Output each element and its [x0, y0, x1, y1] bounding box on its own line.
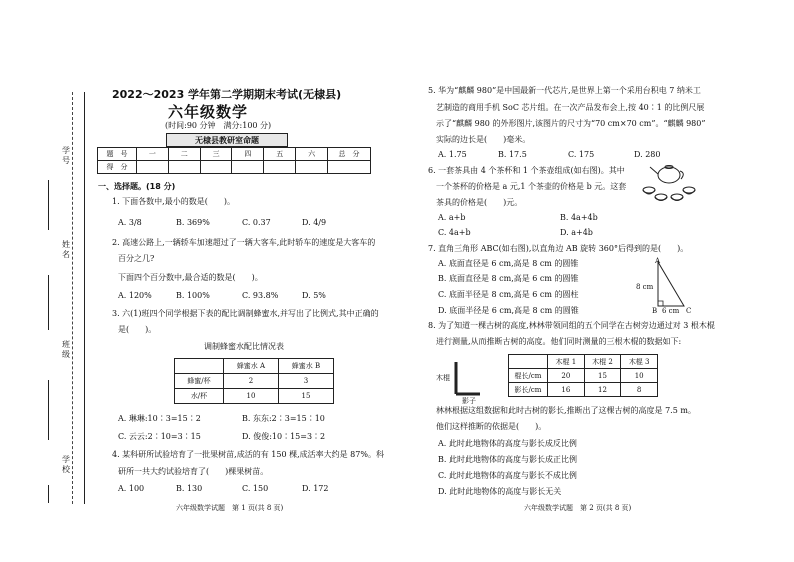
score-table [97, 147, 371, 174]
q4-option-c[interactable]: C. 150 [242, 484, 269, 493]
q3-option-a[interactable]: A. 琳琳:10∶3=15∶2 [118, 414, 201, 423]
q2-stem-line1: 2. 高速公路上,一辆轿车加速超过了一辆大客车,此时轿车的速度是大客车的 [112, 238, 376, 247]
q8-line3: 林林根据这组数据和此时古树的影长,推断出了这棵古树的高度是 7.5 m。 [436, 406, 696, 415]
table-cell: 10 [224, 389, 279, 404]
banner: 无棣县教研室命题 [166, 133, 288, 147]
table-cell: 15 [584, 369, 621, 383]
table-cell: 木棍 2 [584, 355, 621, 369]
page-footer-left: 六年级数学试题 第 1 页(共 8 页) [176, 504, 284, 512]
q1-stem: 1. 下面各数中,最小的数是( )。 [112, 197, 235, 206]
q2-option-a[interactable]: A. 120% [118, 291, 152, 300]
fill-line-school[interactable] [48, 485, 49, 503]
q8-option-c[interactable]: C. 此时此地物体的高度与影长不成比例 [438, 471, 577, 480]
q7-option-b[interactable]: B. 底面直径是 8 cm,高是 6 cm 的圆锥 [438, 274, 579, 283]
q7-option-c[interactable]: C. 底面半径是 8 cm,高是 6 cm 的圆柱 [438, 290, 579, 299]
binding-line-solid [84, 92, 85, 504]
score-cell[interactable] [296, 161, 328, 174]
vertex-c-label: C [686, 307, 692, 315]
label-class: 班级 [62, 340, 70, 359]
table-cell: 棍长/cm [509, 369, 548, 383]
q5-line1: 5. 华为“麒麟 980”是中国最新一代芯片,是世界上第一个采用台积电 7 纳米工 [428, 86, 701, 95]
q7-option-d[interactable]: D. 底面半径是 6 cm,高是 8 cm 的圆锥 [438, 306, 579, 315]
teapot-icon [650, 166, 683, 184]
table-cell: 水/杯 [175, 389, 224, 404]
q4-option-a[interactable]: A. 100 [118, 484, 145, 493]
q8-line2: 进行测量,从而推断古树的高度。他们同时测量的三根木棍的数据如下: [436, 337, 682, 346]
score-head-cell: 题 号 [98, 148, 137, 161]
honey-table [174, 358, 334, 404]
teacup-icon [643, 187, 695, 201]
exam-time: (时间:90 分钟 满分:100 分) [165, 121, 272, 130]
label-school: 学校 [62, 455, 70, 474]
fill-line-id[interactable] [48, 180, 49, 230]
score-cell[interactable] [137, 161, 169, 174]
q5-line3: 示了“麒麟 980 的外形图片,该图片的尺寸为“70 cm×70 cm”。“麒麟 980” [436, 119, 706, 128]
q1-option-c[interactable]: C. 0.37 [242, 218, 271, 227]
q1-option-b[interactable]: B. 369% [176, 218, 210, 227]
q6-line1: 6. 一套茶具由 4 个茶杯和 1 个茶壶组成(如右图)。其中 [428, 166, 625, 175]
q3-stem-line1: 3. 六(1)班四个同学根据下表的配比调制蜂蜜水,并写出了比例式,其中正确的 [112, 309, 379, 318]
vertex-a-label: A [655, 257, 661, 265]
score-head-cell: 二 [168, 148, 200, 161]
q6-option-d[interactable]: D. a+4b [560, 228, 593, 237]
table-cell: 20 [548, 369, 585, 383]
score-cell[interactable] [200, 161, 232, 174]
q2-stem-line3: 下面四个百分数中,最合适的数是( )。 [118, 273, 263, 282]
score-cell[interactable] [232, 161, 264, 174]
table-cell: 蜂蜜水 A [224, 359, 279, 374]
vertex-b-label: B [652, 307, 658, 315]
table-cell: 15 [278, 389, 333, 404]
section-title: 一、选择题。(18 分) [98, 182, 176, 191]
fill-line-name[interactable] [48, 275, 49, 330]
binding-line-dashed [72, 92, 73, 504]
q8-option-a[interactable]: A. 此时此地物体的高度与影长成反比例 [438, 439, 577, 448]
q5-option-b[interactable]: B. 17.5 [498, 150, 527, 159]
table-cell: 木棍 3 [621, 355, 658, 369]
q7-option-a[interactable]: A. 底面直径是 6 cm,高是 8 cm 的圆锥 [438, 259, 579, 268]
q5-line2: 艺制造的商用手机 SoC 芯片组。在一次产品发布会上,按 40∶1 的比例尺展 [436, 103, 705, 112]
q8-option-b[interactable]: B. 此时此地物体的高度与影长成正比例 [438, 455, 577, 464]
q3-option-d[interactable]: D. 俊俊:10∶15=3∶2 [242, 432, 326, 441]
q1-option-d[interactable]: D. 4/9 [302, 218, 327, 227]
table-cell: 影长/cm [509, 383, 548, 397]
teaset-illustration [640, 160, 698, 204]
q8-option-d[interactable]: D. 此时此地物体的高度与影长无关 [438, 487, 562, 496]
q2-stem-line2: 百分之几? [118, 254, 155, 263]
q4-stem-line1: 4. 某科研所试验培育了一批果树苗,成活的有 150 棵,成活率大约是 87%。科 [112, 450, 384, 459]
q3-table-title: 调制蜂蜜水配比情况表 [204, 342, 284, 351]
table-cell: 木棍 1 [548, 355, 585, 369]
q2-option-c[interactable]: C. 93.8% [242, 291, 279, 300]
score-head-cell: 四 [232, 148, 264, 161]
q1-option-a[interactable]: A. 3/8 [118, 218, 142, 227]
score-cell[interactable] [168, 161, 200, 174]
q6-line3: 茶具的价格是( )元。 [436, 198, 523, 207]
stick-label: 木棍 [436, 374, 450, 382]
table-cell: 2 [224, 374, 279, 389]
q5-option-a[interactable]: A. 1.75 [438, 150, 467, 159]
table-cell: 8 [621, 383, 658, 397]
table-cell: 10 [621, 369, 658, 383]
score-cell[interactable] [328, 161, 371, 174]
subject-title: 六年级数学 [168, 103, 249, 121]
q8-line4: 他们这样推断的依据是( )。 [436, 422, 547, 431]
side-ab-label: 8 cm [636, 283, 654, 291]
label-student-id: 学号 [62, 146, 70, 165]
page-footer-right: 六年级数学试题 第 2 页(共 8 页) [524, 504, 632, 512]
q6-line2: 一个茶杯的价格是 a 元,1 个茶壶的价格是 b 元。这套 [436, 182, 627, 191]
score-head-cell: 一 [137, 148, 169, 161]
q6-option-b[interactable]: B. 4a+4b [560, 213, 598, 222]
q7-stem: 7. 直角三角形 ABC(如右图),以直角边 AB 旋转 360°后得到的是( )。 [428, 244, 689, 253]
score-label-cell: 得 分 [98, 161, 137, 174]
side-bc-label: 6 cm [662, 307, 680, 315]
q2-option-b[interactable]: B. 100% [176, 291, 210, 300]
score-head-cell: 六 [296, 148, 328, 161]
q6-option-c[interactable]: C. 4a+b [438, 228, 471, 237]
q4-option-d[interactable]: D. 172 [302, 484, 329, 493]
label-name: 姓名 [62, 240, 70, 259]
q2-option-d[interactable]: D. 5% [302, 291, 326, 300]
q5-line4: 实际的边长是( )毫米。 [436, 135, 531, 144]
table-cell: 蜂蜜/杯 [175, 374, 224, 389]
score-cell[interactable] [264, 161, 296, 174]
table-cell: 16 [548, 383, 585, 397]
table-cell: 3 [278, 374, 333, 389]
shadow-label: 影子 [462, 397, 476, 405]
q3-option-b[interactable]: B. 东东:2∶3=15∶10 [242, 414, 325, 423]
exam-title: 2022～2023 学年第二学期期末考试(无棣县) [112, 88, 342, 101]
score-head-cell: 三 [200, 148, 232, 161]
q4-stem-line2: 研所一共大约试验培育了( )棵果树苗。 [118, 467, 269, 476]
score-head-cell: 五 [264, 148, 296, 161]
q5-option-d[interactable]: D. 280 [634, 150, 661, 159]
q8-line1: 8. 为了知道一棵古树的高度,林林带领同组的五个同学在古树旁边通过对 3 根木棍 [428, 321, 715, 330]
table-cell [509, 355, 548, 369]
q3-stem-line2: 是( )。 [118, 325, 157, 334]
q4-option-b[interactable]: B. 130 [176, 484, 203, 493]
score-head-cell: 总 分 [328, 148, 371, 161]
fill-line-class[interactable] [48, 380, 49, 440]
q6-option-a[interactable]: A. a+b [438, 213, 466, 222]
q5-option-c[interactable]: C. 175 [568, 150, 595, 159]
table-cell: 蜂蜜水 B [278, 359, 333, 374]
stick-table [508, 354, 658, 397]
table-cell [175, 359, 224, 374]
table-cell: 12 [584, 383, 621, 397]
q3-option-c[interactable]: C. 云云:2∶10=3∶15 [118, 432, 201, 441]
